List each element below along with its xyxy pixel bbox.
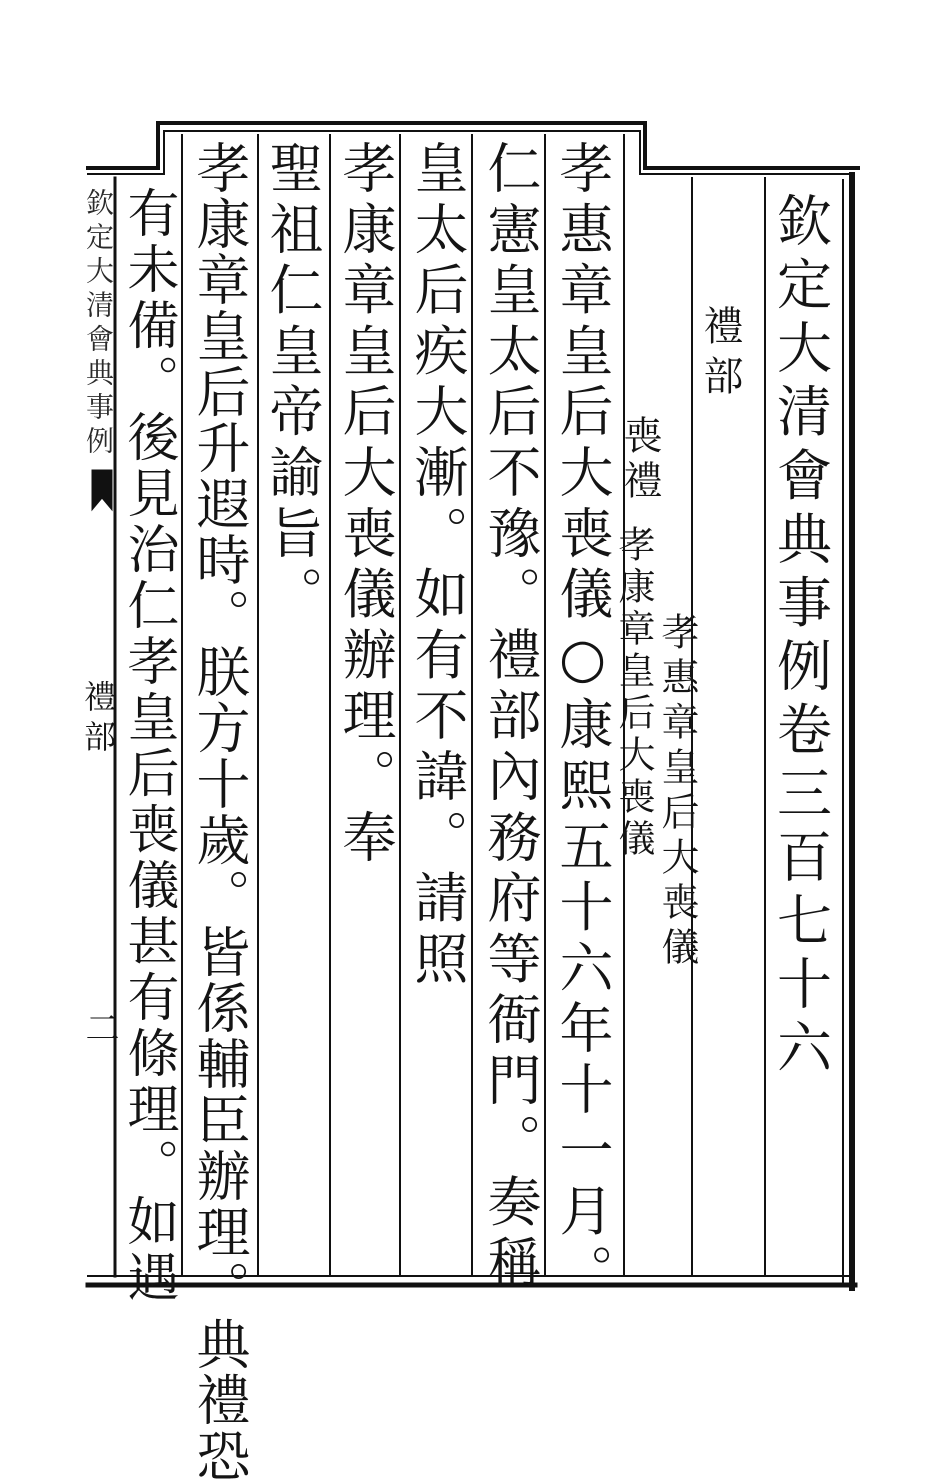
- text-column-4: 孝康章皇后大喪儀辦理。奉: [334, 140, 397, 870]
- text-column-6: 孝康章皇后升遐時。朕方十歲。皆係輔臣辦理。典禮恐: [188, 140, 251, 1484]
- running-head: 欽定大清會典事例: [82, 188, 115, 460]
- text-column-5: 聖祖仁皇帝諭旨。: [261, 140, 324, 627]
- margin-section-mark: 禮部: [79, 680, 117, 760]
- folio-number: 二: [79, 1010, 119, 1044]
- text-column-2: 仁憲皇太后不豫。禮部內務府等衙門。奏稱: [479, 140, 542, 1296]
- text-column-3: 皇太后疾大漸。如有不諱。請照: [406, 140, 469, 992]
- section-label: 禮部: [697, 305, 743, 405]
- heading-category: 喪禮: [617, 415, 662, 505]
- text-column-7: 有未備。後見治仁孝皇后喪儀甚有條理。如遇: [118, 186, 178, 1306]
- volume-title: 欽定大清會典事例卷三百七十六: [768, 192, 832, 1083]
- heading-item-1: 孝惠章皇后大喪儀: [655, 612, 699, 972]
- heading-item-2: 孝康章皇后大喪儀: [612, 525, 655, 861]
- text-column-1: 孝惠章皇后大喪儀○康熙五十六年十一月。: [551, 140, 614, 1305]
